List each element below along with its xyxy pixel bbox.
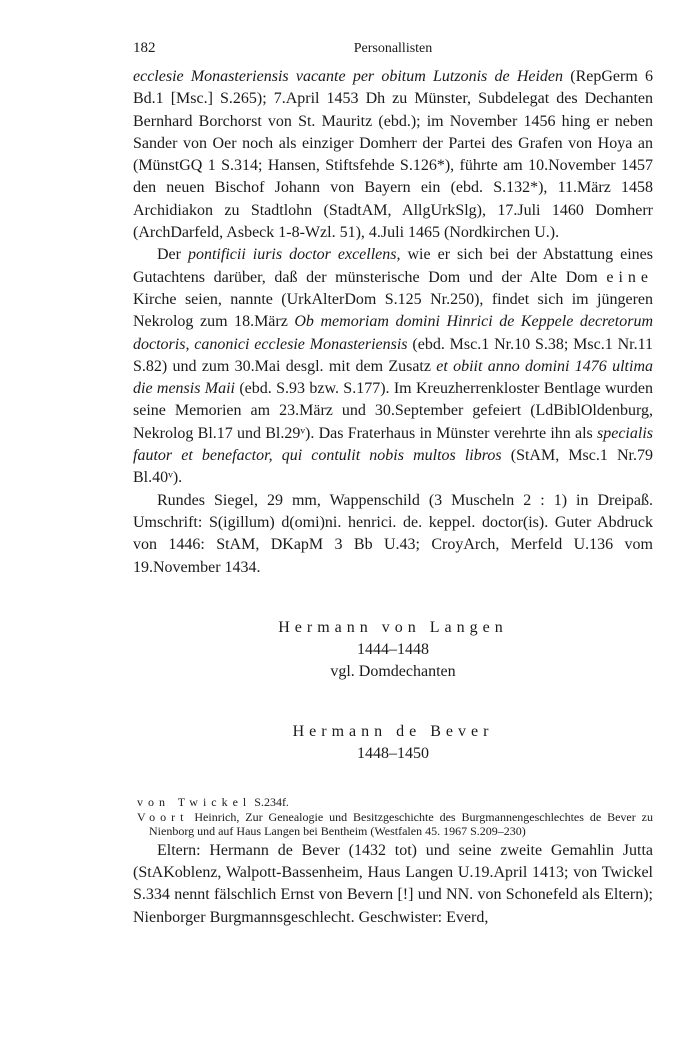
entry-body: [133, 66, 653, 579]
entry-paragraph-2: [133, 244, 653, 489]
section-title: Hermann de Bever: [292, 722, 494, 740]
section-note: vgl. Domdechanten: [330, 662, 456, 680]
text-run: Ob memoriam domini Hinrici de Keppele decretorum doctoris, canonici ecclesie Monasteriensis: [133, 313, 653, 353]
text-run: et obiit anno domini 1476 ultima die mensis Maii: [133, 357, 653, 398]
text-run: (ebd. S.93 bzw. S.177). Im Kreuzherrenkloster Bentlage wurden seine Memorien am 23.März und 30.September gefeiert (LdBiblOldenburg, Nekrolog Bl.17 und Bl.29ᵛ). Das Fraterhaus in Münster verehrte ihn als: [133, 380, 653, 442]
reference-author: von Twickel: [137, 794, 252, 809]
text-run: eine: [606, 268, 653, 286]
literature-references: [133, 795, 653, 838]
text-run: (StAM, Msc.1 Nr.79 Bl.40ᵛ).: [133, 447, 653, 487]
section-years: 1444–1448: [357, 640, 429, 658]
page-header: [133, 40, 653, 66]
entry-body-2: [133, 840, 653, 929]
reference-item: [137, 810, 653, 838]
section-title: Hermann von Langen: [278, 618, 508, 636]
text-run: Der: [157, 246, 188, 264]
section-hermann-de-bever: [133, 721, 653, 765]
section-years: 1448–1450: [357, 744, 429, 762]
page-number: 182: [133, 40, 156, 56]
reference-item: [137, 795, 653, 809]
page: [133, 40, 653, 929]
text-run: (ebd. Msc.1 Nr.10 S.38; Msc.1 Nr.11 S.82) und zum 30.Mai desgl. mit dem Zusatz: [133, 335, 653, 375]
entry-paragraph-3: Rundes Siegel, 29 mm, Wappenschild (3 Muscheln 2 : 1) in Dreipaß. Umschrift: S(igillum) d(omi)ni. henrici. de. keppel. doctor(is). Guter Abdruck von 1446: StAM, DKapM 3 Bb U.43; CroyArch, Merfeld U.136 vom 19.November 1434.: [133, 491, 653, 576]
text-run: wie er sich bei der Abstattung eines Gutachtens darüber, daß der münsterische Dom und der Alte Dom: [133, 246, 653, 286]
entry-paragraph-parents: Eltern: Hermann de Bever (1432 tot) und seine zweite Gemahlin Jutta (StAKoblenz, Walpott-Bassenheim, Haus Langen U.19.April 1413; von Twickel S.334 nennt fälschlich Ernst von Bevern [!] und NN. von Schonefeld als Eltern); Nienborger Burgmannsgeschlecht. Geschwister: Everd,: [133, 841, 653, 926]
text-run: (RepGerm 6 Bd.1 [Msc.] S.265); 7.April 1453 Dh zu Münster, Subdelegat des Dechanten Bernhard Borchorst von St. Mauritz (ebd.); im November 1456 hing er neben Sander von Oer noch als einziger Domherr der Partei des Grafen von Hoya an (MünstGQ 1 S.314; Hansen, Stiftsfehde S.126*), führte am 10.November 1457 den neuen Bischof Johann von Bayern ein (ebd. S.132*), 11.März 1458 Archidiakon zu Stadtlohn (StadtAM, AllgUrkSlg), 17.Juli 1460 Domherr (ArchDarfeld, Asbeck 1-8-Wzl. 51), 4.Juli 1465 (Nordkirchen U.).: [133, 68, 654, 242]
text-run: ecclesie Monasteriensis vacante per obitum Lutzonis de Heiden: [133, 68, 564, 85]
running-title: Personallisten: [353, 41, 433, 56]
section-hermann-von-langen: [133, 617, 653, 683]
text-run: specialis fautor et benefactor, qui contulit nobis multos libros: [133, 424, 653, 465]
entry-paragraph-1: [133, 66, 653, 244]
reference-text: S.234f.: [251, 794, 289, 809]
text-run: Kirche seien, nannte (UrkAlterDom S.125 Nr.250), findet sich im jüngeren Nekrolog zum 18.März: [133, 290, 653, 331]
reference-text: Heinrich, Zur Genealogie und Besitzgeschichte des Burgmannengeschlechtes de Bever zu Nienborg und auf Haus Langen bei Bentheim (Westfalen 45. 1967 S.209–230): [149, 809, 653, 838]
text-run: pontificii iuris doctor excellens,: [187, 246, 401, 264]
reference-author: Voort: [137, 809, 189, 824]
